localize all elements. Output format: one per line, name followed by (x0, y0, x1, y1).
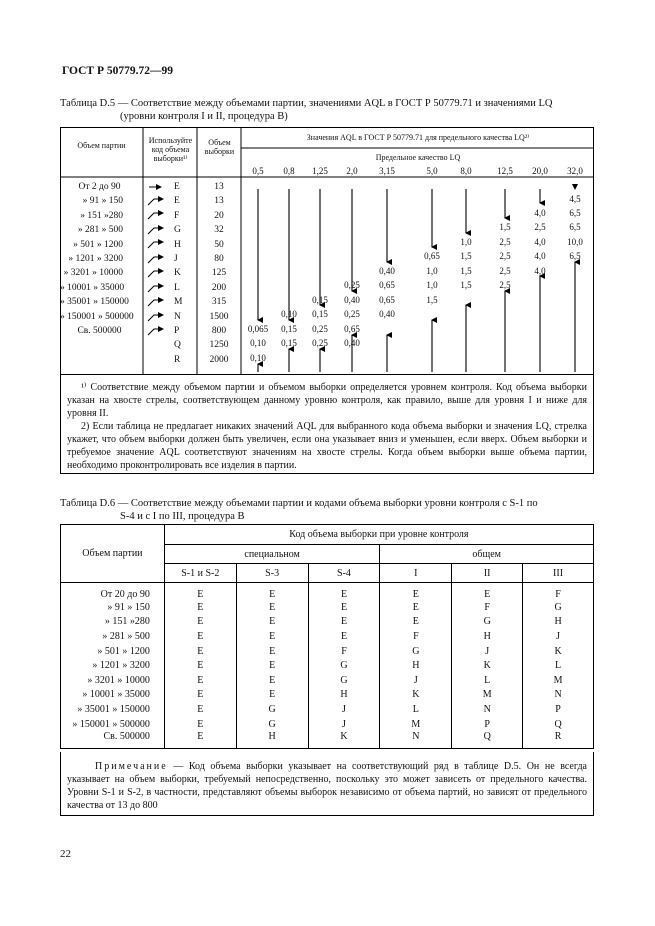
d6-code-cell: E (164, 600, 236, 615)
d5-sample: 13 (214, 182, 224, 192)
d5-aql-value: 0,40 (344, 338, 360, 348)
d6-code-cell: N (523, 688, 594, 703)
d5-code-column (174, 180, 182, 367)
d6-code-cell: M (452, 688, 523, 703)
d5-sample: 1500 (209, 311, 229, 322)
d6-code-cell: E (164, 629, 236, 644)
d5-sample: 20 (214, 210, 224, 221)
d5-code: G (174, 225, 181, 236)
d6-code-cell: Q (452, 731, 523, 749)
d5-aql-value: 4,0 (534, 251, 546, 261)
d6-lot-cell: » 91 » 150 (61, 600, 165, 615)
d5-aql-value: 0,15 (312, 295, 328, 305)
d6-code-cell: E (236, 615, 308, 630)
d5-aql-value: 2,5 (499, 280, 511, 290)
d6-code-cell: L (523, 658, 594, 673)
d5-lot: » 150001 » 500000 (60, 311, 134, 322)
d6-code-cell: E (164, 615, 236, 630)
d6-code-cell: E (164, 702, 236, 717)
d6-code-cell: J (452, 644, 523, 659)
table-d5-notes (60, 375, 594, 474)
d5-lq-value: 32,0 (567, 166, 583, 176)
d6-code-cell: E (236, 673, 308, 688)
d6-code-cell: F (452, 600, 523, 615)
d6-code-cell: G (523, 600, 594, 615)
d5-sample: 800 (211, 325, 227, 336)
d5-aql-value: 0,25 (344, 280, 360, 290)
d6-code-cell: E (164, 688, 236, 703)
d5-aql-value: 0,65 (379, 280, 395, 290)
d5-aql-value: 1,0 (460, 237, 472, 247)
table-d6-caption-line1: Таблица D.6 — Соответствие между объемами партии и кодами объема выборки уровни контроля с S-1 по (60, 498, 538, 509)
d5-aql-value: 10,0 (567, 237, 583, 247)
d6-code-cell: E (380, 615, 452, 630)
d6-code-cell: P (523, 702, 594, 717)
d5-note-2: 2) Если таблица не предлагает никаких значений AQL для выбранного кода объема выборки и значения LQ, стрелка укажет, что объем выборки должен быть увеличен, если она указывает вниз и уменьшен, если вверх. Объем выборки и требуемое значение AQL соответствуют значениям на хвосте стрелы. Когда объем выборки выше объема партии, необходимо проконтролировать все изделия в партии. (67, 421, 587, 471)
d5-sample: 2000 (209, 354, 229, 365)
d6-code-cell: G (236, 702, 308, 717)
d6-code-cell: E (164, 717, 236, 732)
d5-aql-value: 0,25 (344, 309, 360, 319)
d6-code-cell: F (308, 644, 380, 659)
d5-lot: » 501 » 1200 (73, 239, 123, 250)
d5-sample: 50 (214, 239, 224, 250)
d6-lot-cell: » 35001 » 150000 (61, 702, 165, 717)
d5-aql-value: 0,10 (250, 338, 266, 348)
d6-level: I (380, 564, 452, 583)
d6-code-cell: J (380, 673, 452, 688)
d6-code-cell: E (164, 673, 236, 688)
d5-lot: » 10001 » 35000 (60, 282, 125, 293)
d6-header-lot: Объем партии (61, 525, 165, 583)
d6-code-cell: E (308, 600, 380, 615)
d6-code-cell: J (308, 717, 380, 732)
table-d6-caption (60, 497, 538, 523)
d5-aql-value: 1,5 (499, 222, 511, 232)
d5-aql-value: 4,5 (569, 194, 581, 204)
d5-aql-value: 0,65 (379, 295, 395, 305)
d5-aql-value: 2,5 (499, 237, 511, 247)
d5-lq-value: 5,0 (426, 166, 438, 176)
d5-aql-value: 1,0 (426, 280, 438, 290)
d5-code: H (174, 239, 181, 250)
d6-code-cell: K (452, 658, 523, 673)
d5-aql-value: 6,5 (569, 222, 581, 232)
d6-lot-cell: » 151 »280 (61, 615, 165, 630)
d6-code-cell: H (308, 688, 380, 703)
d6-row (61, 731, 594, 749)
d6-row (61, 615, 594, 630)
d6-row (61, 673, 594, 688)
d6-code-cell: E (236, 583, 308, 601)
table-d5-caption (60, 97, 552, 123)
d6-code-cell: E (164, 583, 236, 601)
d6-code-cell: L (380, 702, 452, 717)
d5-code: E (174, 196, 180, 207)
d6-code-cell: E (164, 731, 236, 749)
table-d5 (60, 127, 594, 375)
d5-lot: » 151 »280 (80, 210, 123, 221)
d6-lot-cell: » 1201 » 3200 (61, 658, 165, 673)
d5-aql-value: 0,25 (312, 324, 328, 334)
d5-code: Q (174, 340, 181, 351)
d5-aql-value: 0,15 (281, 324, 297, 334)
d6-header-general: общем (380, 545, 594, 564)
document-header: ГОСТ Р 50779.72—99 (62, 65, 173, 77)
d5-header-code: Используйте код объема выборки¹⁾ (148, 136, 193, 163)
d5-aql-value: 0,40 (379, 309, 395, 319)
d6-code-cell: G (380, 644, 452, 659)
d6-code-cell: E (452, 583, 523, 601)
table-d5-caption-line1: Таблица D.5 — Соответствие между объемами партии, значениями AQL в ГОСТ Р 50779.71 и значениями LQ (60, 98, 553, 109)
d6-code-cell: H (380, 658, 452, 673)
page-number: 22 (60, 848, 71, 860)
d6-lot-cell: От 20 до 90 (61, 583, 165, 601)
d5-lq-value: 0,5 (252, 166, 264, 176)
d5-code: E (174, 182, 180, 192)
d6-code-cell: Q (523, 717, 594, 732)
d6-body (61, 583, 594, 749)
d6-level: II (452, 564, 523, 583)
d6-lot-cell: » 3201 » 10000 (61, 673, 165, 688)
d6-code-cell: E (308, 629, 380, 644)
d5-code: M (174, 297, 183, 308)
d6-lot-cell: » 10001 » 35000 (61, 688, 165, 703)
d5-lot: » 281 » 500 (77, 225, 123, 236)
d6-code-cell: K (380, 688, 452, 703)
d5-lot: Св. 500000 (77, 325, 122, 336)
d6-code-cell: H (236, 731, 308, 749)
d6-code-cell: E (164, 658, 236, 673)
d6-code-cell: E (380, 583, 452, 601)
d5-aql-value: 1,5 (460, 251, 472, 261)
d5-sample: 1250 (209, 340, 229, 351)
d5-lot-column (60, 180, 143, 338)
d6-row (61, 702, 594, 717)
d6-code-cell: J (523, 629, 594, 644)
d5-aql-value: 0,065 (247, 324, 269, 334)
d5-sample: 13 (214, 196, 224, 207)
d5-code: P (174, 325, 180, 336)
d5-lot: » 35001 » 150000 (60, 297, 129, 308)
d5-aql-value: 0,40 (379, 266, 395, 276)
d5-lot: От 2 до 90 (78, 182, 121, 192)
d5-aql-value: 6,5 (569, 208, 581, 218)
d5-code: F (174, 210, 180, 221)
d5-lq-value: 1,25 (312, 166, 328, 176)
d6-lot-cell: » 150001 » 500000 (61, 717, 165, 732)
d6-level: S-1 и S-2 (164, 564, 236, 583)
d5-aql-value: 6,5 (569, 251, 581, 261)
d6-row (61, 583, 594, 601)
d5-sample: 80 (214, 253, 224, 264)
d6-header-special: специальном (164, 545, 380, 564)
d5-aql-value: 0,40 (344, 295, 360, 305)
d5-aql-value: 0,65 (424, 251, 440, 261)
d5-sample: 32 (214, 225, 224, 236)
d6-row (61, 629, 594, 644)
d5-aql-value: 1,5 (426, 295, 438, 305)
d6-code-cell: N (380, 731, 452, 749)
d5-aql-value: 1,5 (460, 280, 472, 290)
table-d6 (60, 524, 594, 749)
d5-sample-column (197, 180, 241, 367)
d6-code-cell: H (523, 615, 594, 630)
d5-lq-value: 2,0 (346, 166, 358, 176)
d5-code: R (174, 354, 181, 365)
d6-lot-cell: » 281 » 500 (61, 629, 165, 644)
d5-lq-value: 3,15 (379, 166, 395, 176)
d6-code-cell: M (380, 717, 452, 732)
d5-aql-value: 0,10 (281, 309, 297, 319)
d5-sample: 125 (211, 268, 227, 279)
d6-code-cell: G (308, 658, 380, 673)
d5-sample: 315 (211, 297, 227, 308)
d5-header-sample: Объем выборки (204, 138, 235, 156)
d5-aql-value: 0,15 (312, 309, 328, 319)
table-d6-caption-line2: S-4 и с I по III, процедура В (120, 511, 245, 522)
d5-code: K (174, 268, 181, 279)
d6-code-cell: G (236, 717, 308, 732)
d5-aql-value: 4,0 (534, 266, 546, 276)
d5-header-lot: Объем партии (77, 141, 126, 150)
d6-lot-cell: Св. 500000 (61, 731, 165, 749)
d6-code-cell: E (236, 629, 308, 644)
d5-header-aql: Значения AQL в ГОСТ Р 50779.71 для предельного качества LQ²⁾ (306, 133, 530, 142)
d5-aql-value: 1,0 (426, 266, 438, 276)
d6-code-cell: M (523, 673, 594, 688)
d6-note-text: — Код объема выборки указывает на соответствующий ряд в таблице D.5. Он не всегда указывает на объем выборки, требуемый непосредственно, поскольку это может зависеть от предельного качества. Уровни S-1 и S-2, в частности, представляют объемы выборок независимо от объема партий, но зависят от предельного качества от 13 до 800 (67, 761, 587, 811)
d5-aql-value: 2,5 (499, 266, 511, 276)
d6-note-label: Примечание (95, 761, 168, 772)
d6-code-cell: K (523, 644, 594, 659)
d5-aql-value: 1,5 (460, 266, 472, 276)
d6-code-cell: N (452, 702, 523, 717)
d6-code-cell: E (308, 583, 380, 601)
table-d6-note (60, 752, 594, 816)
table-d5-caption-line2: (уровни контроля I и II, процедура В) (120, 111, 288, 122)
d5-lq-value: 12,5 (497, 166, 513, 176)
d6-code-cell: L (452, 673, 523, 688)
d5-aql-value: 2,5 (499, 251, 511, 261)
d6-level: S-3 (236, 564, 308, 583)
d6-code-cell: E (380, 600, 452, 615)
d5-code: J (174, 253, 178, 264)
d6-code-cell: K (308, 731, 380, 749)
d6-level: S-4 (308, 564, 380, 583)
d5-lot: » 1201 » 3200 (68, 253, 123, 264)
d6-code-cell: G (308, 673, 380, 688)
d6-code-cell: R (523, 731, 594, 749)
d5-aql-value: 0,10 (250, 353, 266, 363)
d5-note-1: ¹⁾ Соответствие между объемом партии и объемом выборки определяется уровнем контроля. Код объема выборки указан на хвосте стрелы, соответствующем данному уровню контроля, как правило, выше для уровня I и ниже для уровня II. (67, 382, 587, 419)
d6-code-cell: E (236, 658, 308, 673)
d5-aql-value: 0,25 (312, 338, 328, 348)
d6-row (61, 688, 594, 703)
d6-code-cell: E (308, 615, 380, 630)
d5-header-lq: Предельное качество LQ (375, 153, 461, 162)
d6-code-cell: E (236, 688, 308, 703)
d5-lq-value: 20,0 (532, 166, 548, 176)
d5-aql-value: 2,5 (534, 222, 546, 232)
d5-sample: 200 (211, 282, 227, 293)
d5-lq-value: 8,0 (460, 166, 472, 176)
d6-lot-cell: » 501 » 1200 (61, 644, 165, 659)
d6-row (61, 717, 594, 732)
d5-lq-value: 0,8 (283, 166, 295, 176)
d5-aql-value: 0,15 (281, 338, 297, 348)
d6-code-cell: H (452, 629, 523, 644)
d6-code-cell: E (164, 644, 236, 659)
d5-code: L (174, 282, 180, 293)
d5-lot: » 91 » 150 (82, 196, 123, 207)
d6-code-cell: J (308, 702, 380, 717)
d6-row (61, 600, 594, 615)
d6-code-cell: F (380, 629, 452, 644)
d6-code-cell: P (452, 717, 523, 732)
d5-aql-value: 4,0 (534, 208, 546, 218)
d6-code-cell: F (523, 583, 594, 601)
d6-level: III (523, 564, 594, 583)
d6-code-cell: G (452, 615, 523, 630)
d5-code: N (174, 311, 181, 322)
d6-row (61, 658, 594, 673)
d6-code-cell: E (236, 644, 308, 659)
d6-header-code: Код объема выборки при уровне контроля (164, 525, 593, 545)
d6-code-cell: E (236, 600, 308, 615)
d5-lot: » 3201 » 10000 (63, 268, 123, 279)
d6-row (61, 644, 594, 659)
d5-aql-value: 0,65 (344, 324, 360, 334)
d5-aql-value: 4,0 (534, 237, 546, 247)
